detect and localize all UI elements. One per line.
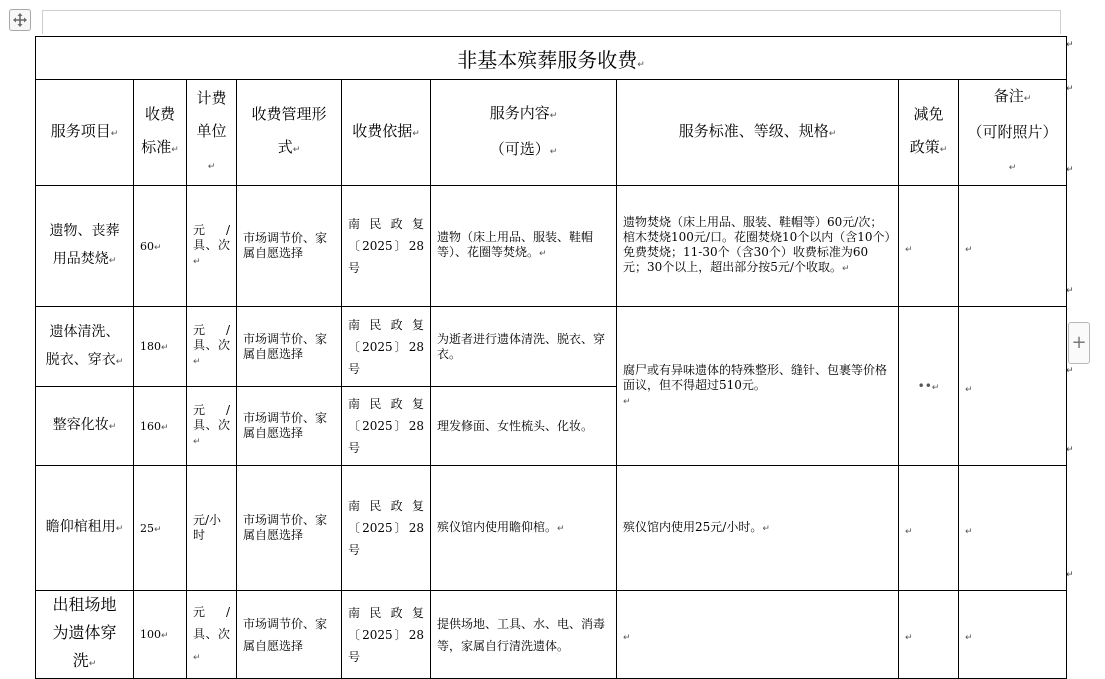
- table-row: [36, 307, 1067, 387]
- row-end-mark: ↵: [1066, 366, 1074, 376]
- basis-cell: 南民政复〔2025〕28号: [342, 307, 431, 387]
- header-row: [36, 80, 1067, 186]
- service-name-cell: 遗体清洗、 脱衣、穿衣↵: [36, 307, 134, 387]
- header-mode: 收费管理形 式↵: [237, 80, 342, 186]
- header-item: 服务项目↵: [36, 80, 134, 186]
- spec-cell: 遗物焚烧（床上用品、服装、鞋帽等）60元/次；棺木焚烧100元/口。花圈焚烧10个以内（含10个）免费焚烧；11-30个（含30个）收费标准为60元；30个以上，超出部分按5元/个收取。↵: [617, 186, 899, 307]
- page-margin-guide-right: [1060, 10, 1061, 34]
- header-unit: 计费 单位↵: [187, 80, 237, 186]
- service-name-cell: 出租场地 为遗体穿 洗↵: [36, 591, 134, 679]
- table-row: [36, 466, 1067, 591]
- basis-cell: 南民政复〔2025〕28号: [342, 591, 431, 679]
- header-content: 服务内容↵ （可选）↵: [431, 80, 617, 186]
- content-cell: 提供场地、工具、水、电、消毒等，家属自行清洗遗体。: [431, 591, 617, 679]
- table-title: 非基本殡葬服务收费↵: [36, 37, 1067, 80]
- service-name-cell: 遗物、丧葬 用品焚烧↵: [36, 186, 134, 307]
- unit-cell: 元 / 具、次↵: [187, 591, 237, 679]
- mode-cell: 市场调节价、家属自愿选择: [237, 186, 342, 307]
- note-cell: ↵: [959, 591, 1067, 679]
- relief-cell: ↵: [899, 466, 959, 591]
- price-cell: 60↵: [134, 186, 187, 307]
- service-name-cell: 瞻仰棺租用↵: [36, 466, 134, 591]
- note-cell: ↵: [959, 186, 1067, 307]
- header-standard: 收费 标准↵: [134, 80, 187, 186]
- unit-cell: 元 / 具、次↵: [187, 186, 237, 307]
- spec-cell: 殡仪馆内使用25元/小时。↵: [617, 466, 899, 591]
- service-name-cell: 整容化妆↵: [36, 387, 134, 466]
- relief-cell: ••↵: [899, 307, 959, 466]
- note-cell: ↵: [959, 466, 1067, 591]
- mode-cell: 市场调节价、家属自愿选择: [237, 307, 342, 387]
- header-relief: 减免 政策↵: [899, 80, 959, 186]
- row-end-mark: ↵: [1066, 40, 1074, 50]
- spec-cell: ↵: [617, 591, 899, 679]
- row-end-mark: ↵: [1066, 286, 1074, 296]
- fee-table: [35, 36, 1067, 679]
- page-margin-guide-left: [42, 10, 43, 34]
- unit-cell: 元/小时: [187, 466, 237, 591]
- content-cell: 理发修面、女性梳头、化妆。: [431, 387, 617, 466]
- content-cell: 殡仪馆内使用瞻仰棺。↵: [431, 466, 617, 591]
- table-row: [36, 186, 1067, 307]
- header-spec: 服务标准、等级、规格↵: [617, 80, 899, 186]
- price-cell: 100↵: [134, 591, 187, 679]
- relief-cell: ↵: [899, 591, 959, 679]
- mode-cell: 市场调节价、家属自愿选择: [237, 466, 342, 591]
- row-end-mark: ↵: [1066, 570, 1074, 580]
- price-cell: 160↵: [134, 387, 187, 466]
- basis-cell: 南民政复〔2025〕28号: [342, 466, 431, 591]
- note-cell: ↵: [959, 307, 1067, 466]
- row-end-mark: ↵: [1066, 84, 1074, 94]
- row-end-mark: ↵: [1066, 165, 1074, 175]
- add-column-button[interactable]: +: [1068, 322, 1090, 364]
- header-basis: 收费依据↵: [342, 80, 431, 186]
- content-cell: 遗物（床上用品、服装、鞋帽等）、花圈等焚烧。↵: [431, 186, 617, 307]
- price-cell: 180↵: [134, 307, 187, 387]
- move-icon: [12, 12, 28, 28]
- mode-cell: 市场调节价、家属自愿选择: [237, 591, 342, 679]
- unit-cell: 元 / 具、次↵: [187, 307, 237, 387]
- price-cell: 25↵: [134, 466, 187, 591]
- mode-cell: 市场调节价、家属自愿选择: [237, 387, 342, 466]
- basis-cell: 南民政复〔2025〕28号: [342, 186, 431, 307]
- row-end-mark: ↵: [1066, 445, 1074, 455]
- spec-cell: 腐尸或有异味遗体的特殊整形、缝针、包裹等价格面议，但不得超过510元。 ↵: [617, 307, 899, 466]
- page-margin-guide-top: [42, 10, 1060, 11]
- relief-cell: ↵: [899, 186, 959, 307]
- basis-cell: 南民政复〔2025〕28号: [342, 387, 431, 466]
- table-move-handle[interactable]: [9, 9, 31, 31]
- table-row: [36, 591, 1067, 679]
- content-cell: 为逝者进行遗体清洗、脱衣、穿衣。: [431, 307, 617, 387]
- unit-cell: 元 / 具、次↵: [187, 387, 237, 466]
- header-note: 备注↵ （可附照片）↵: [959, 80, 1067, 186]
